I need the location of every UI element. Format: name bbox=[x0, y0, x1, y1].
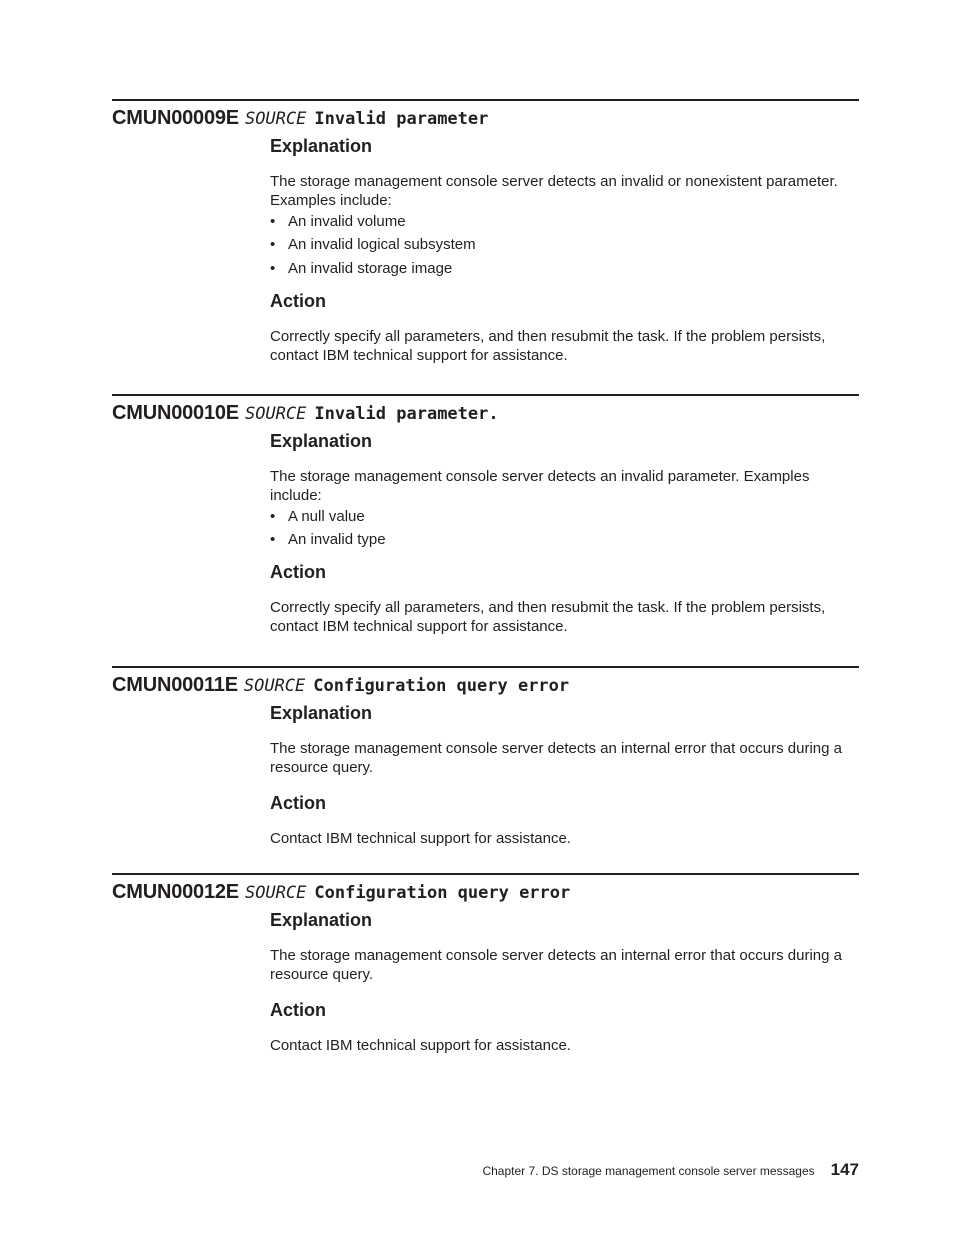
bullet-glyph: • bbox=[270, 236, 276, 253]
action-heading: Action bbox=[270, 999, 326, 1020]
section-rule bbox=[112, 99, 859, 101]
section-rule bbox=[112, 394, 859, 396]
list-item bbox=[270, 212, 859, 231]
list-item bbox=[270, 507, 859, 526]
list-item bbox=[270, 259, 859, 278]
section-rule bbox=[112, 873, 859, 875]
message-id: CMUN00009E bbox=[112, 106, 239, 129]
bullet-glyph: • bbox=[270, 507, 276, 525]
message-body bbox=[270, 430, 859, 637]
message-body bbox=[270, 909, 859, 1055]
message-source: SOURCE bbox=[244, 403, 307, 424]
explanation-text: The storage management console server detects an invalid parameter. Examples include: bbox=[270, 467, 810, 504]
message-body bbox=[270, 702, 859, 848]
list-item-text: An invalid volume bbox=[288, 212, 406, 230]
list-item-text: A null value bbox=[288, 507, 365, 525]
list-item-text: An invalid type bbox=[288, 531, 386, 548]
message-text: Configuration query error bbox=[313, 675, 570, 696]
message-text: Invalid parameter bbox=[314, 108, 489, 129]
section-rule bbox=[112, 666, 859, 668]
explanation-heading: Explanation bbox=[270, 909, 373, 930]
message-title bbox=[112, 105, 859, 131]
message-source: SOURCE bbox=[244, 882, 307, 903]
explanation-heading: Explanation bbox=[270, 702, 373, 723]
action-heading: Action bbox=[270, 290, 326, 311]
action-text: Contact IBM technical support for assistance. bbox=[270, 829, 571, 847]
message-cmun00012e bbox=[112, 873, 859, 1055]
page-number: 147 bbox=[830, 1160, 859, 1179]
action-text: Correctly specify all parameters, and then resubmit the task. If the problem persists, contact IBM technical support for assistance. bbox=[270, 599, 826, 635]
list-item-text: An invalid logical subsystem bbox=[288, 236, 476, 253]
explanation-text: The storage management console server detects an internal error that occurs during a resource query. bbox=[270, 739, 842, 776]
message-cmun00011e bbox=[112, 666, 859, 848]
page-footer bbox=[482, 1160, 859, 1180]
bullet-glyph: • bbox=[270, 212, 276, 230]
explanation-text: The storage management console server detects an internal error that occurs during a resource query. bbox=[270, 946, 842, 983]
example-list bbox=[270, 212, 859, 278]
message-cmun00010e bbox=[112, 394, 859, 636]
example-list bbox=[270, 507, 859, 550]
message-id: CMUN00011E bbox=[112, 673, 238, 696]
list-item bbox=[270, 530, 859, 549]
message-title bbox=[112, 672, 859, 698]
action-text: Correctly specify all parameters, and then resubmit the task. If the problem persists, contact IBM technical support for assistance. bbox=[270, 327, 826, 364]
list-item bbox=[270, 235, 859, 254]
chapter-title: Chapter 7. DS storage management console server messages bbox=[482, 1164, 815, 1178]
message-text: Invalid parameter. bbox=[314, 403, 499, 424]
action-heading: Action bbox=[270, 562, 326, 582]
action-heading: Action bbox=[270, 792, 326, 813]
message-text: Configuration query error bbox=[314, 882, 571, 903]
message-title bbox=[112, 400, 859, 426]
explanation-heading: Explanation bbox=[270, 430, 373, 451]
list-item-text: An invalid storage image bbox=[288, 259, 453, 277]
explanation-heading: Explanation bbox=[270, 135, 373, 156]
bullet-glyph: • bbox=[270, 259, 276, 277]
action-text: Contact IBM technical support for assistance. bbox=[270, 1036, 571, 1054]
message-title bbox=[112, 879, 859, 905]
message-body bbox=[270, 135, 859, 365]
message-id: CMUN00010E bbox=[112, 401, 239, 424]
message-id: CMUN00012E bbox=[112, 880, 239, 903]
message-source: SOURCE bbox=[244, 108, 307, 129]
bullet-glyph: • bbox=[270, 531, 276, 548]
message-cmun00009e bbox=[112, 99, 859, 365]
explanation-text: The storage management console server detects an invalid or nonexistent parameter. Examples include: bbox=[270, 172, 838, 209]
message-source: SOURCE bbox=[243, 675, 306, 696]
